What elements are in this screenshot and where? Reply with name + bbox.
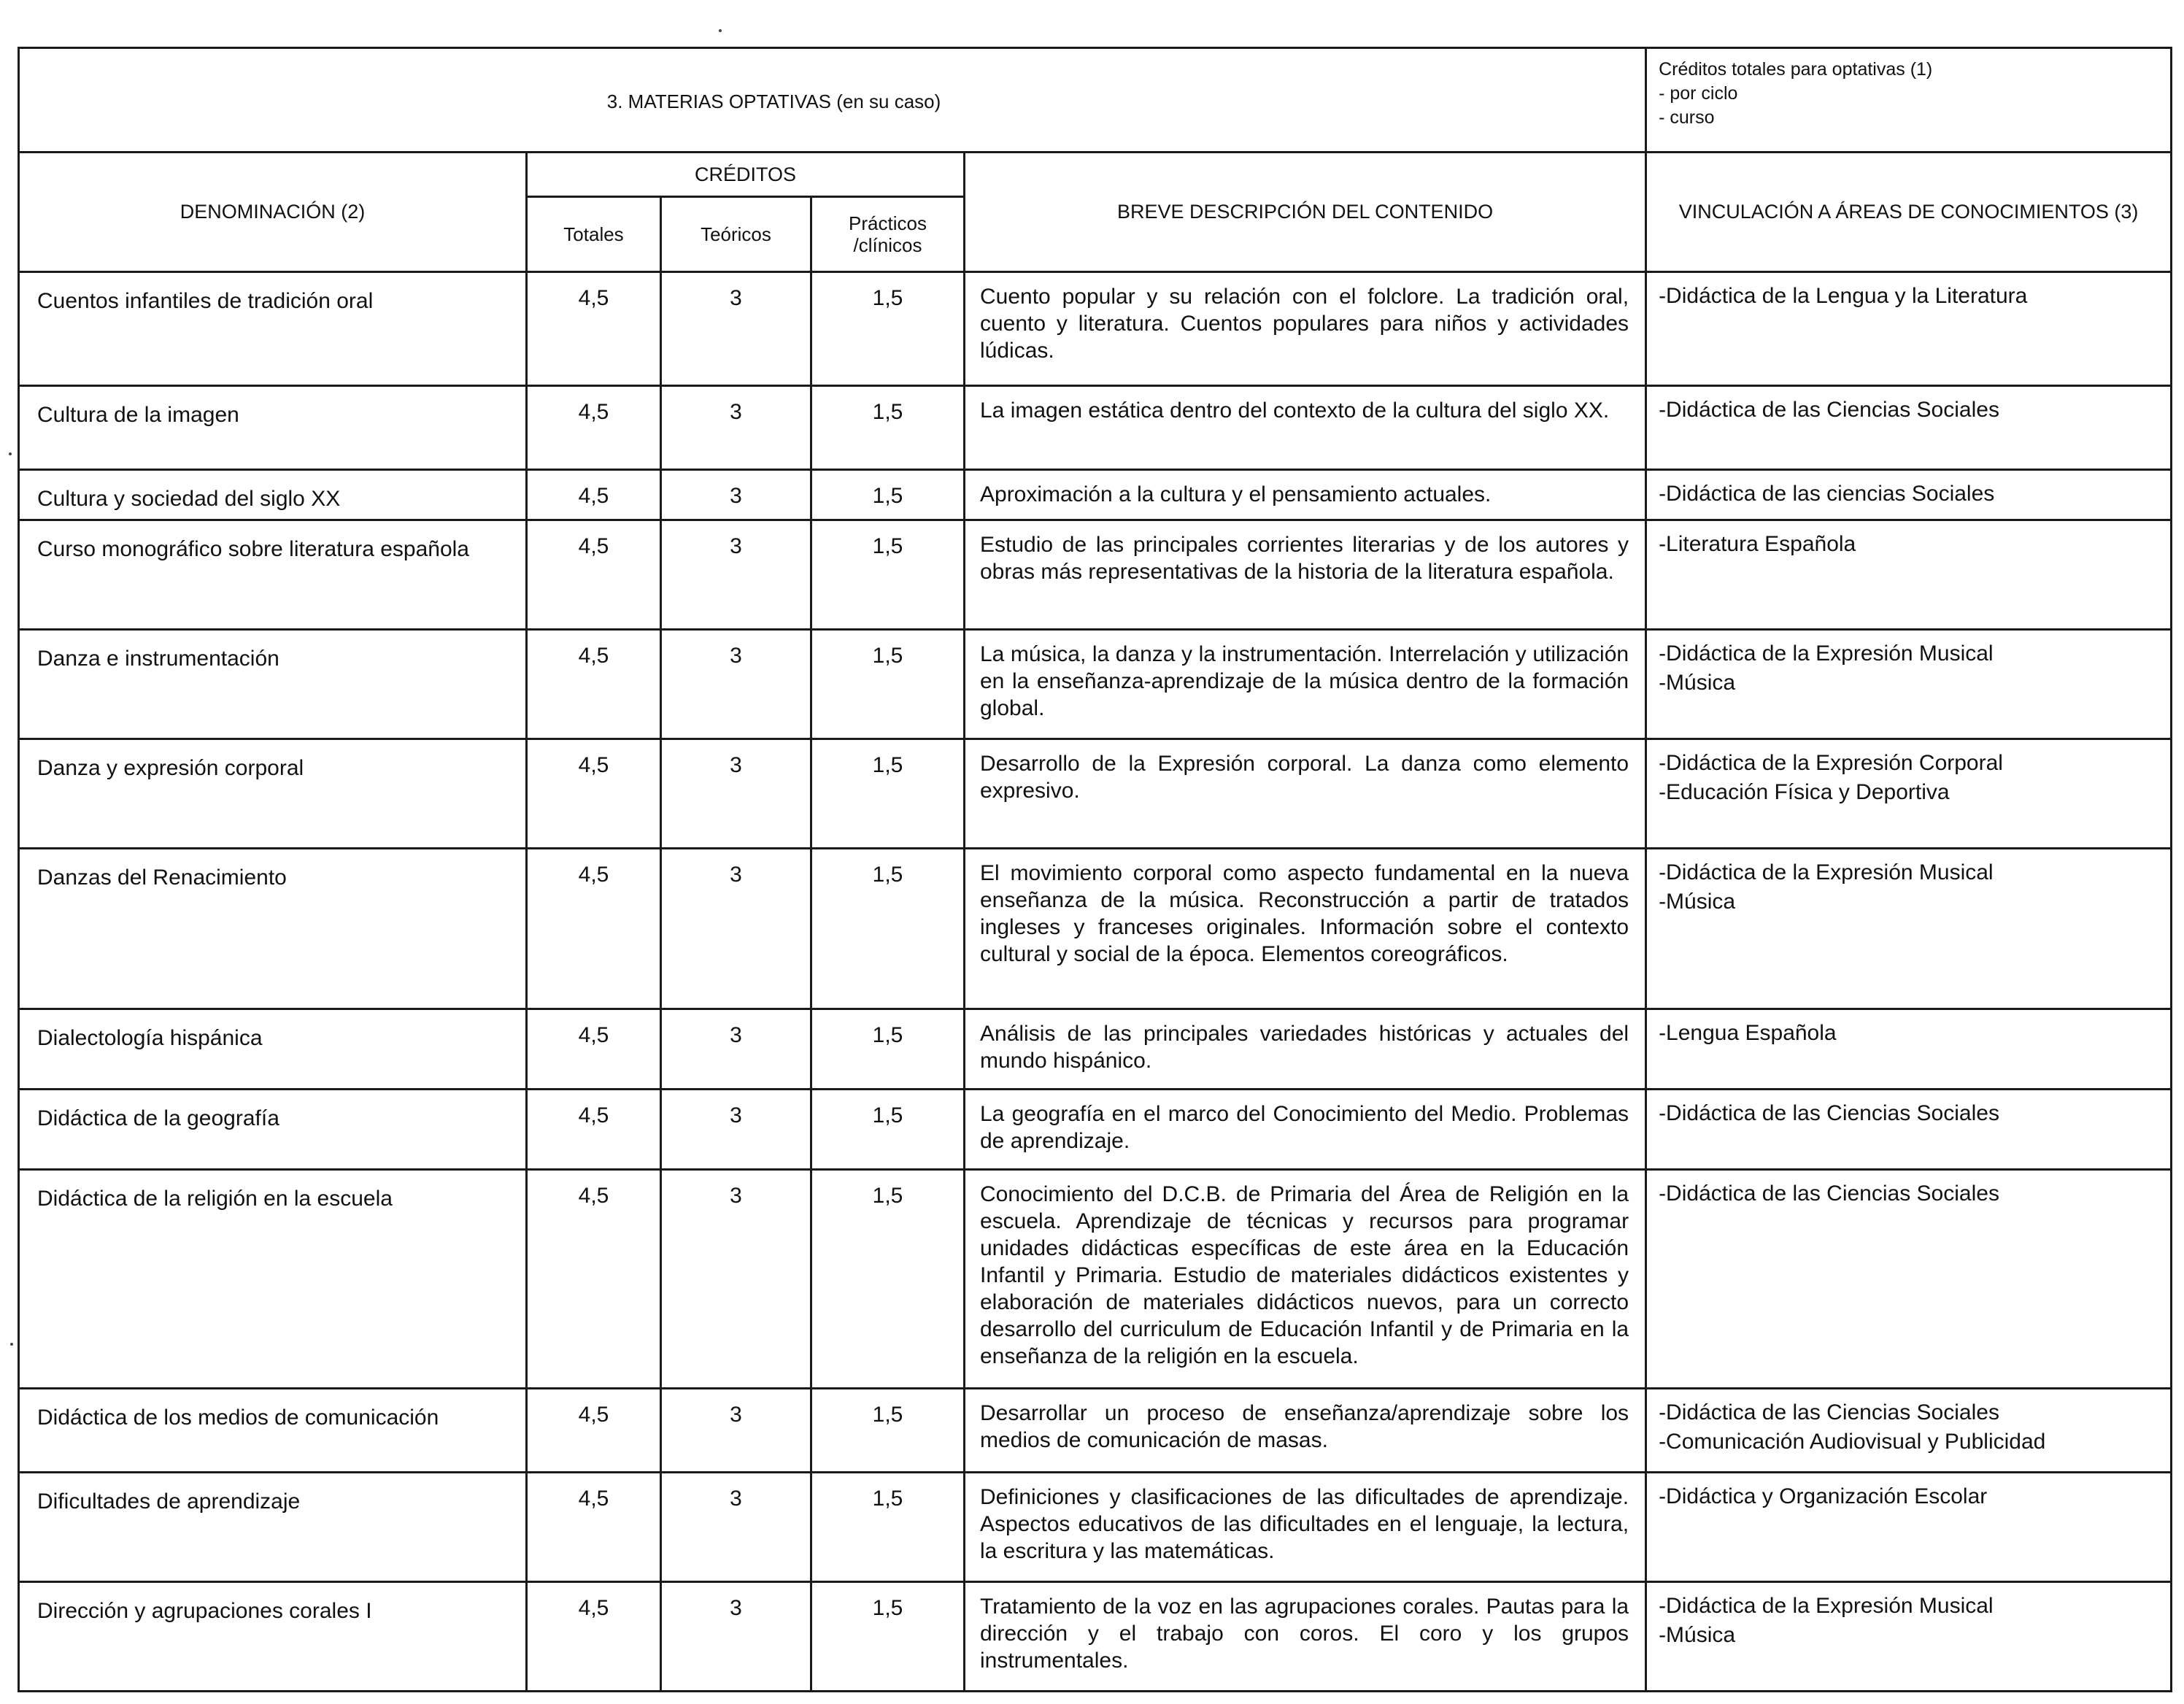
knowledge-areas	[1646, 386, 2172, 470]
column-header-row-1	[19, 153, 2172, 197]
credits-totales: 4,5	[527, 1473, 661, 1582]
subject-name: Cultura y sociedad del siglo XX	[19, 470, 527, 520]
subject-name: Dirección y agrupaciones corales I	[19, 1582, 527, 1692]
table-row	[19, 1090, 2172, 1170]
credits-totales: 4,5	[527, 272, 661, 386]
header-denominacion: DENOMINACIÓN (2)	[19, 153, 527, 272]
knowledge-area-item: -Música	[1659, 671, 1736, 695]
content-description: Tratamiento de la voz en las agrupaciones corales. Pautas para la dirección y el trabajo con coros. El coro y los grupos instrumentales.	[965, 1582, 1646, 1692]
header-practicos: Prácticos /clínicos	[811, 197, 965, 272]
credits-practicos: 1,5	[811, 470, 965, 520]
credits-practicos: 1,5	[811, 1473, 965, 1582]
credits-practicos: 1,5	[811, 1582, 965, 1692]
knowledge-areas	[1646, 849, 2172, 1009]
credits-teoricos: 3	[661, 386, 811, 470]
scan-speck	[9, 452, 12, 455]
subject-name: Didáctica de la geografía	[19, 1090, 527, 1170]
content-description: La imagen estática dentro del contexto de la cultura del siglo XX.	[965, 386, 1646, 470]
subject-name: Cuentos infantiles de tradición oral	[19, 272, 527, 386]
knowledge-areas	[1646, 520, 2172, 630]
section-title-text: 3. MATERIAS OPTATIVAS (en su caso)	[606, 90, 941, 112]
subject-name: Didáctica de la religión en la escuela	[19, 1170, 527, 1389]
header-creditos: CRÉDITOS	[527, 153, 965, 197]
credits-teoricos: 3	[661, 849, 811, 1009]
content-description: El movimiento corporal como aspecto fundamental en la nueva enseñanza de la música. Reconstrucción a partir de tratados ingleses y franceses originales. Información sobre el contexto cultural y social de la época. Elementos coreográficos.	[965, 849, 1646, 1009]
credits-totales: 4,5	[527, 1009, 661, 1090]
subject-name: Danza e instrumentación	[19, 630, 527, 739]
credits-totales: 4,5	[527, 1170, 661, 1389]
total-credits-per-cycle: - por ciclo	[1659, 83, 1738, 104]
knowledge-area-item: -Didáctica y Organización Escolar	[1659, 1484, 1988, 1508]
knowledge-area-item: -Didáctica de la Expresión Musical	[1659, 641, 1994, 666]
total-credits-title: Créditos totales para optativas (1)	[1659, 59, 1933, 80]
knowledge-area-item: -Didáctica de la Lengua y la Literatura	[1659, 284, 2028, 308]
table-row	[19, 386, 2172, 470]
knowledge-area-item: -Música	[1659, 890, 1736, 914]
subject-name: Dialectología hispánica	[19, 1009, 527, 1090]
credits-teoricos: 3	[661, 1009, 811, 1090]
knowledge-area-item: -Comunicación Audiovisual y Publicidad	[1659, 1430, 2046, 1454]
credits-totales: 4,5	[527, 849, 661, 1009]
table-row	[19, 470, 2172, 520]
table-row	[19, 739, 2172, 849]
credits-totales: 4,5	[527, 630, 661, 739]
table-row	[19, 630, 2172, 739]
credits-totales: 4,5	[527, 470, 661, 520]
credits-teoricos: 3	[661, 1389, 811, 1473]
credits-teoricos: 3	[661, 1090, 811, 1170]
optional-subjects-sheet	[18, 47, 2170, 1692]
section-title	[19, 48, 1646, 153]
table-row	[19, 272, 2172, 386]
knowledge-areas	[1646, 1582, 2172, 1692]
credits-teoricos: 3	[661, 1582, 811, 1692]
content-description: Estudio de las principales corrientes literarias y de los autores y obras más representativas de la historia de la literatura española.	[965, 520, 1646, 630]
table-row	[19, 1170, 2172, 1389]
knowledge-area-item: -Didáctica de la Expresión Musical	[1659, 860, 1994, 884]
credits-totales: 4,5	[527, 739, 661, 849]
credits-totales: 4,5	[527, 520, 661, 630]
knowledge-area-item: -Literatura Española	[1659, 532, 1856, 556]
knowledge-areas	[1646, 739, 2172, 849]
scan-speck	[719, 29, 722, 32]
header-totales: Totales	[527, 197, 661, 272]
credits-teoricos: 3	[661, 739, 811, 849]
knowledge-areas	[1646, 1389, 2172, 1473]
credits-practicos: 1,5	[811, 1090, 965, 1170]
knowledge-areas	[1646, 470, 2172, 520]
knowledge-areas	[1646, 1090, 2172, 1170]
content-description: Cuento popular y su relación con el folclore. La tradición oral, cuento y literatura. Cuentos populares para niños y actividades lúdicas.	[965, 272, 1646, 386]
content-description: La geografía en el marco del Conocimiento del Medio. Problemas de aprendizaje.	[965, 1090, 1646, 1170]
optional-subjects-table	[18, 47, 2172, 1692]
content-description: Definiciones y clasificaciones de las dificultades de aprendizaje. Aspectos educativos de las dificultades en el lenguaje, la lectura, la escritura y las matemáticas.	[965, 1473, 1646, 1582]
credits-teoricos: 3	[661, 520, 811, 630]
content-description: Aproximación a la cultura y el pensamiento actuales.	[965, 470, 1646, 520]
credits-teoricos: 3	[661, 470, 811, 520]
credits-practicos: 1,5	[811, 630, 965, 739]
subject-name: Danzas del Renacimiento	[19, 849, 527, 1009]
knowledge-area-item: -Didáctica de la Expresión Musical	[1659, 1594, 1994, 1618]
section-header-row	[19, 48, 2172, 153]
credits-practicos: 1,5	[811, 272, 965, 386]
knowledge-area-item: -Didáctica de las Ciencias Sociales	[1659, 1400, 1999, 1425]
table-row	[19, 1473, 2172, 1582]
credits-totales: 4,5	[527, 1582, 661, 1692]
credits-practicos: 1,5	[811, 739, 965, 849]
content-description: Conocimiento del D.C.B. de Primaria del Área de Religión en la escuela. Aprendizaje de técnicas y recursos para programar unidades didácticas específicas de este área en la Educación Infantil y Primaria. Estudio de materiales didácticos existentes y elaboración de materiales didácticos nuevos, para un correcto desarrollo del curriculum de Educación Infantil y de Primaria en la enseñanza de la religión en la escuela.	[965, 1170, 1646, 1389]
content-description: La música, la danza y la instrumentación. Interrelación y utilización en la enseñanza-aprendizaje de la música dentro de la formación global.	[965, 630, 1646, 739]
knowledge-area-item: -Música	[1659, 1623, 1736, 1647]
table-row	[19, 1389, 2172, 1473]
knowledge-areas	[1646, 1473, 2172, 1582]
credits-teoricos: 3	[661, 1170, 811, 1389]
table-row	[19, 520, 2172, 630]
credits-totales: 4,5	[527, 386, 661, 470]
knowledge-area-item: -Educación Física y Deportiva	[1659, 780, 1950, 804]
knowledge-areas	[1646, 1009, 2172, 1090]
knowledge-area-item: -Didáctica de las Ciencias Sociales	[1659, 1181, 1999, 1206]
credits-teoricos: 3	[661, 1473, 811, 1582]
table-row	[19, 1009, 2172, 1090]
credits-practicos: 1,5	[811, 520, 965, 630]
table-row	[19, 1582, 2172, 1692]
header-vinculacion: VINCULACIÓN A ÁREAS DE CONOCIMIENTOS (3)	[1646, 153, 2172, 272]
knowledge-area-item: -Didáctica de las Ciencias Sociales	[1659, 398, 1999, 422]
credits-teoricos: 3	[661, 272, 811, 386]
content-description: Desarrollo de la Expresión corporal. La danza como elemento expresivo.	[965, 739, 1646, 849]
knowledge-area-item: -Didáctica de las Ciencias Sociales	[1659, 1101, 1999, 1125]
content-description: Desarrollar un proceso de enseñanza/aprendizaje sobre los medios de comunicación de masas.	[965, 1389, 1646, 1473]
credits-totales: 4,5	[527, 1090, 661, 1170]
subject-name: Curso monográfico sobre literatura española	[19, 520, 527, 630]
credits-practicos: 1,5	[811, 1389, 965, 1473]
knowledge-area-item: -Lengua Española	[1659, 1021, 1837, 1045]
knowledge-area-item: -Didáctica de las ciencias Sociales	[1659, 482, 1995, 506]
table-row	[19, 849, 2172, 1009]
credits-practicos: 1,5	[811, 1009, 965, 1090]
subject-name: Cultura de la imagen	[19, 386, 527, 470]
header-teoricos: Teóricos	[661, 197, 811, 272]
knowledge-areas	[1646, 272, 2172, 386]
total-credits-per-course: - curso	[1659, 107, 1715, 128]
subject-name: Didáctica de los medios de comunicación	[19, 1389, 527, 1473]
total-credits-box	[1646, 48, 2172, 153]
credits-teoricos: 3	[661, 630, 811, 739]
subject-name: Danza y expresión corporal	[19, 739, 527, 849]
knowledge-areas	[1646, 630, 2172, 739]
knowledge-area-item: -Didáctica de la Expresión Corporal	[1659, 751, 2003, 775]
subject-name: Dificultades de aprendizaje	[19, 1473, 527, 1582]
credits-practicos: 1,5	[811, 386, 965, 470]
credits-practicos: 1,5	[811, 849, 965, 1009]
credits-totales: 4,5	[527, 1389, 661, 1473]
scan-speck	[10, 1343, 13, 1346]
credits-practicos: 1,5	[811, 1170, 965, 1389]
content-description: Análisis de las principales variedades históricas y actuales del mundo hispánico.	[965, 1009, 1646, 1090]
knowledge-areas	[1646, 1170, 2172, 1389]
header-descripcion: BREVE DESCRIPCIÓN DEL CONTENIDO	[965, 153, 1646, 272]
